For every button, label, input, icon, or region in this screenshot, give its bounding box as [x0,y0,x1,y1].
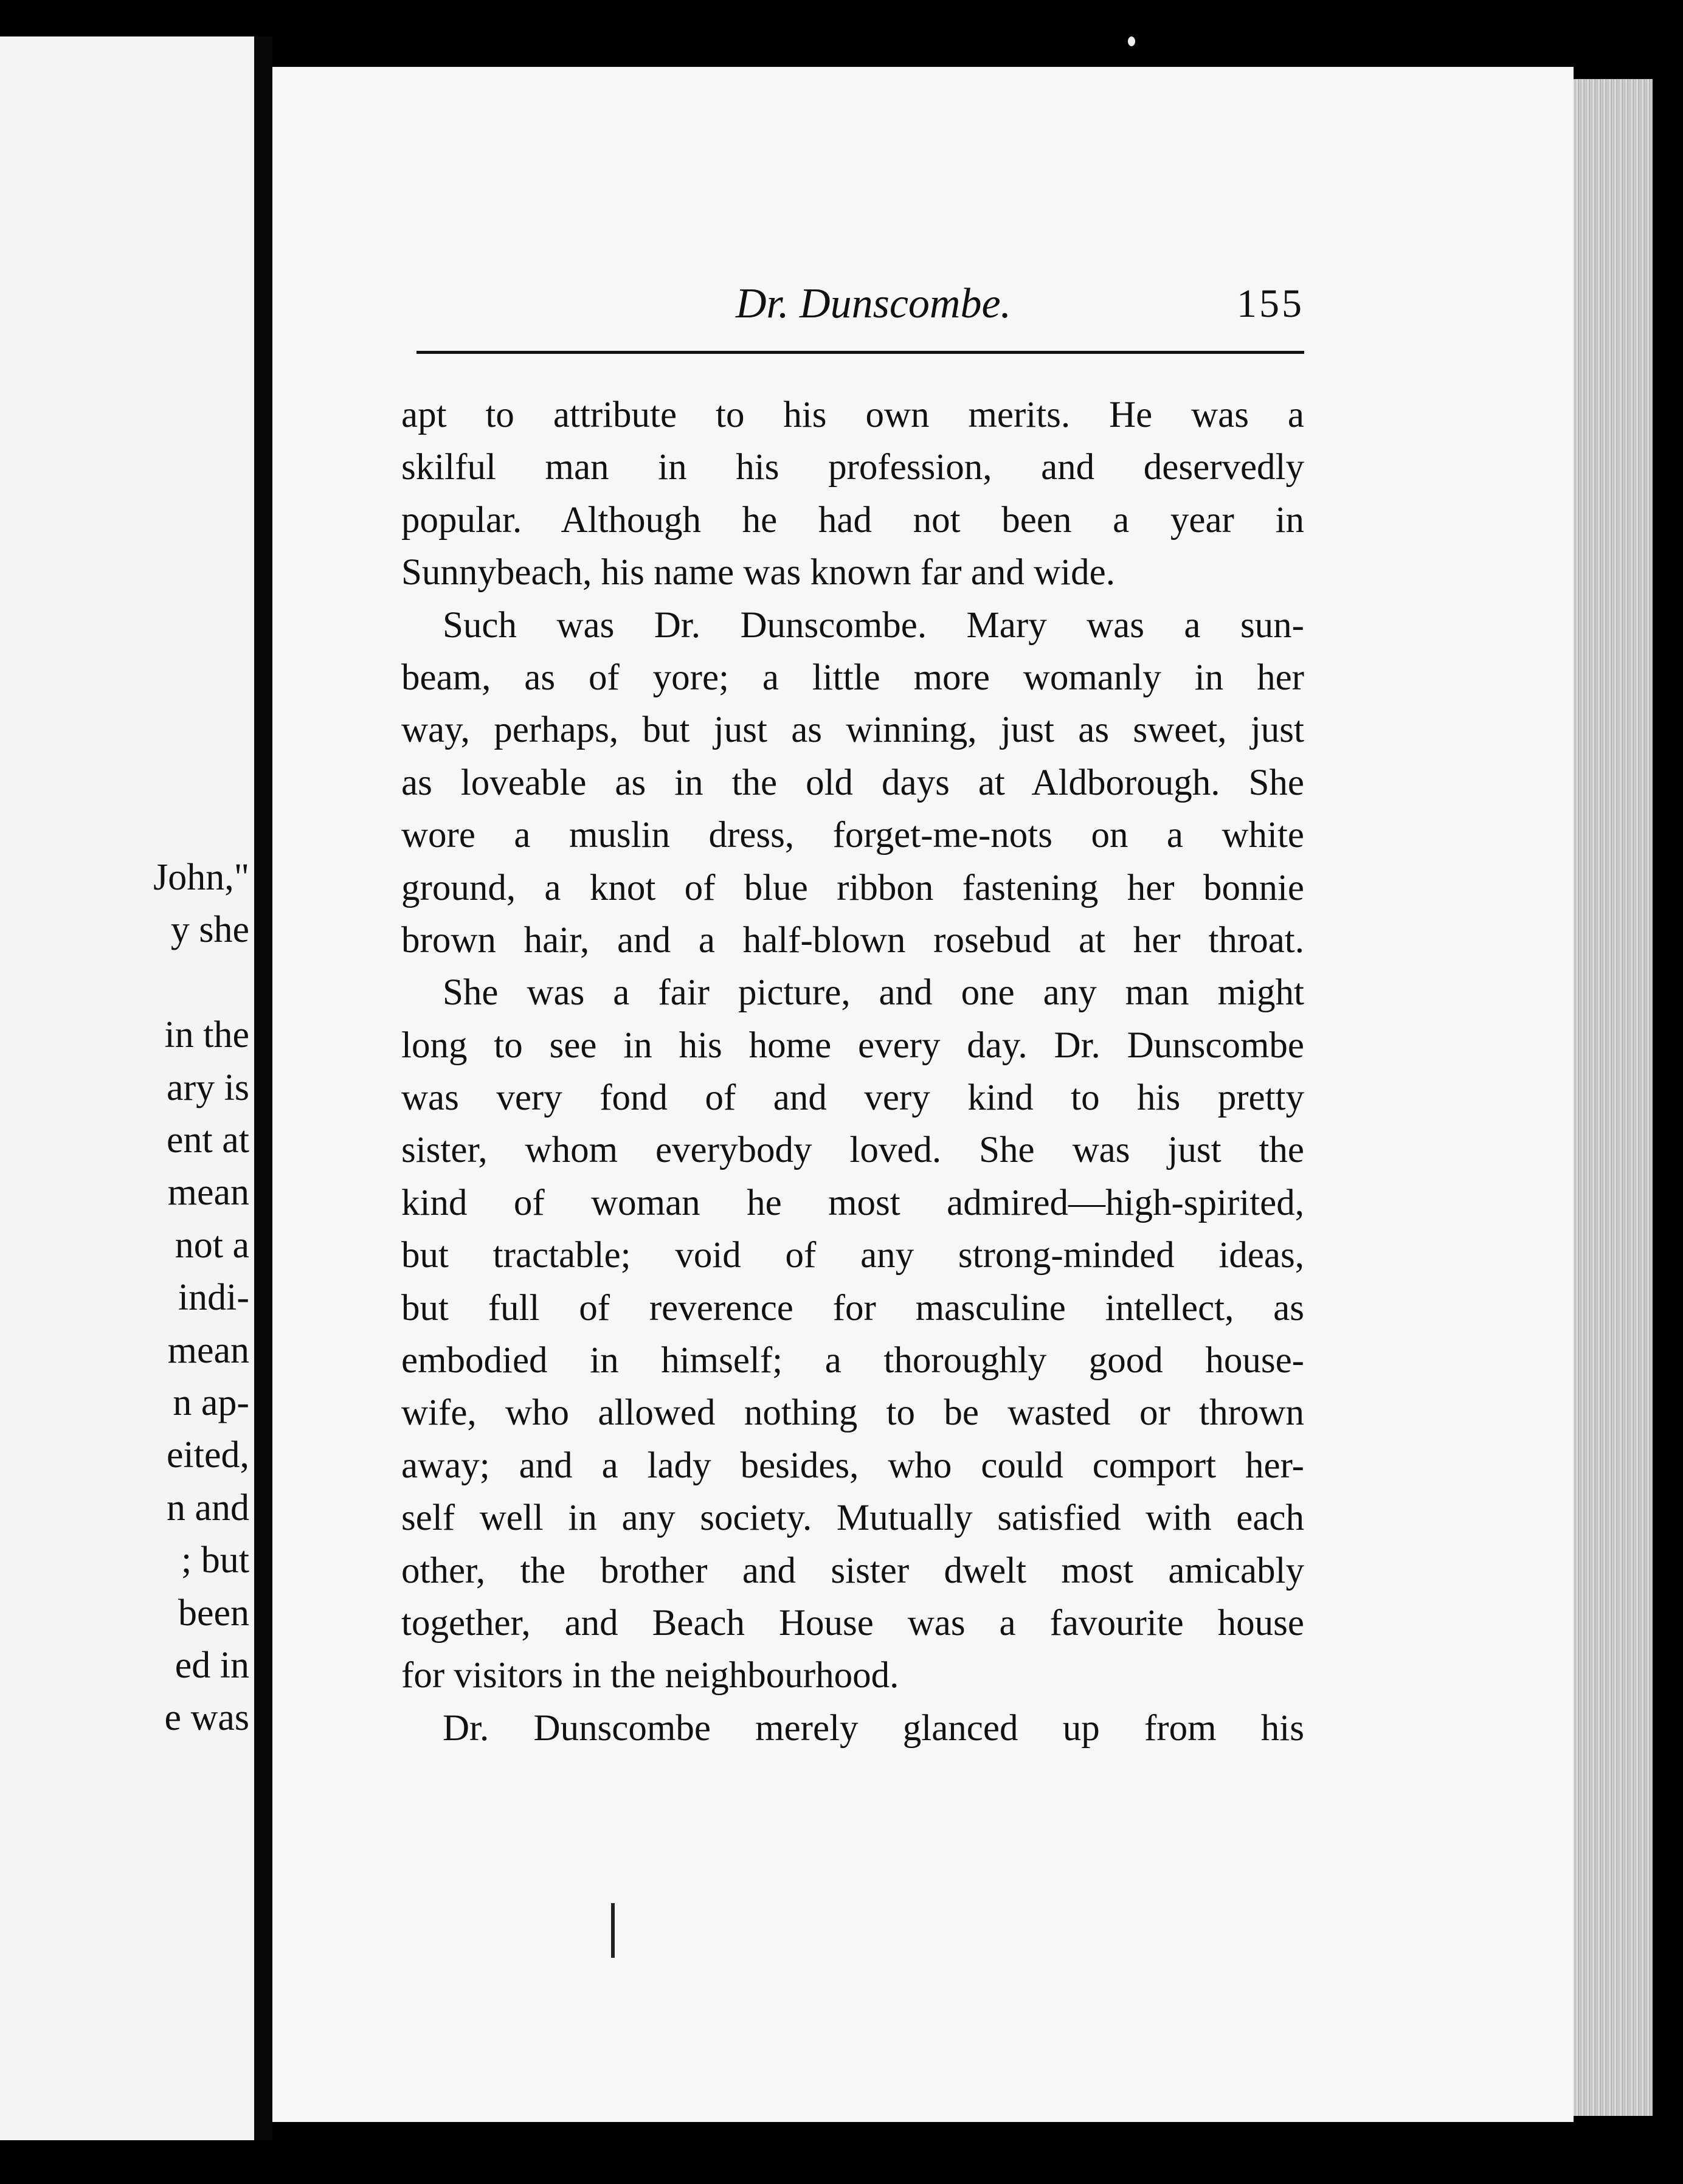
text-line: kind of woman he most admired—high-spirited, [401,1182,1304,1223]
text-line: She was a fair picture, and one any man might [443,972,1304,1014]
text-line: but full of reverence for masculine intellect, as [401,1287,1304,1329]
text-line: self well in any society. Mutually satisfied with each [401,1498,1304,1539]
text-line: Such was Dr. Dunscombe. Mary was a sun- [443,604,1304,646]
body-text [401,389,1304,1755]
left-fragment: in the [164,1014,249,1056]
text-line: Sunnybeach, his name was known far and wide. [401,552,1115,593]
text-line: Dr. Dunscombe merely glanced up from his [443,1707,1304,1749]
left-fragment: ent at [167,1119,249,1161]
left-fragment: n ap- [173,1382,249,1424]
text-line: other, the brother and sister dwelt most amicably [401,1550,1304,1591]
text-line: but tractable; void of any strong-minded ideas, [401,1235,1304,1276]
running-title: Dr. Dunscombe. [736,280,1012,327]
text-line: for visitors in the neighbourhood. [401,1655,899,1696]
left-page-text-fragments [30,851,249,1744]
left-fragment [30,956,249,1009]
text-line: way, perhaps, but just as winning, just as sweet, just [401,710,1304,751]
page-edges [1574,79,1653,2116]
left-fragment: not a [175,1224,249,1266]
running-head [416,274,1304,340]
left-fragment: ; but [181,1540,249,1581]
text-line: together, and Beach House was a favourite house [401,1602,1304,1643]
printer-mark [611,1903,615,1958]
book-gutter [254,36,272,2140]
left-fragment: mean [167,1172,249,1214]
left-fragment: indi- [178,1277,249,1319]
text-line: sister, whom everybody loved. She was just the [401,1130,1304,1171]
text-line: brown hair, and a half-blown rosebud at her throat. [401,919,1304,961]
text-line: wore a muslin dress, forget-me-nots on a white [401,815,1304,856]
text-line: beam, as of yore; a little more womanly in her [401,657,1304,698]
left-fragment: John," [153,857,249,898]
text-line: wife, who allowed nothing to be wasted or thrown [401,1392,1304,1434]
text-line: embodied in himself; a thoroughly good house- [401,1340,1304,1381]
left-fragment: ary is [166,1066,249,1108]
left-fragment: y she [170,909,249,951]
left-page [0,36,254,2140]
text-line: as loveable as in the old days at Aldborough. She [401,762,1304,803]
dust-speck [1128,36,1135,46]
text-line: popular. Although he had not been a year in [401,499,1304,541]
text-line: long to see in his home every day. Dr. Dunscombe [401,1025,1304,1066]
text-line: away; and a lady besides, who could comport her- [401,1445,1304,1486]
left-fragment: eited, [167,1434,249,1476]
header-rule [416,351,1304,354]
text-line: skilful man in his profession, and deservedly [401,447,1304,488]
text-line: apt to attribute to his own merits. He was a [401,395,1304,435]
left-fragment: e was [164,1697,249,1739]
left-fragment: been [178,1592,249,1634]
text-line: was very fond of and very kind to his pretty [401,1077,1304,1119]
left-fragment: ed in [175,1645,249,1687]
text-line: ground, a knot of blue ribbon fastening her bonnie [401,867,1304,908]
left-fragment: n and [166,1487,249,1529]
page-number: 155 [1237,282,1304,326]
left-fragment: mean [167,1329,249,1371]
